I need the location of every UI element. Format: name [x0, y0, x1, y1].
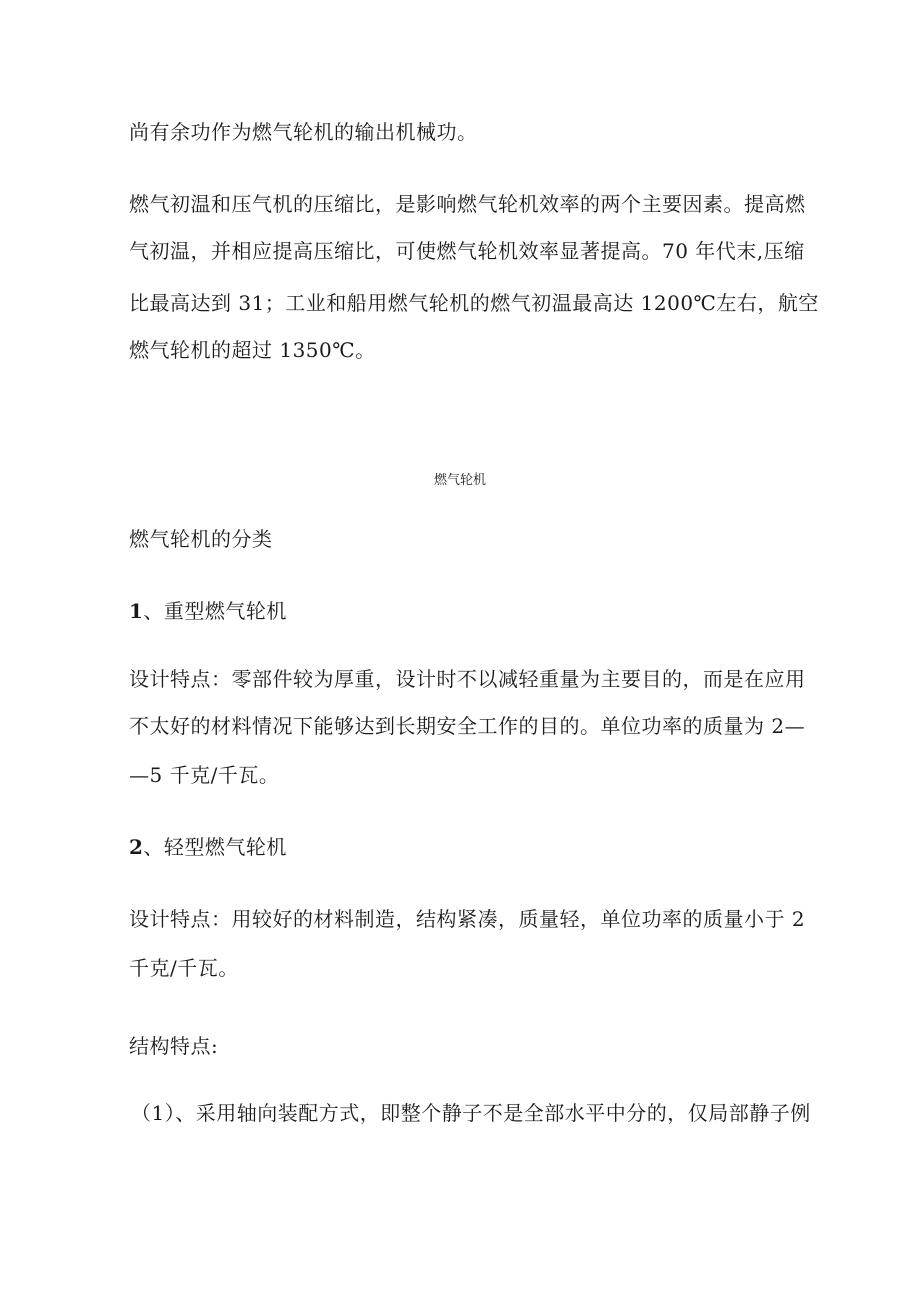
paragraph-1-line-1: 尚有余功作为燃气轮机的输出机械功。	[129, 120, 478, 144]
structure-item-1: （1）、采用轴向装配方式，即整个静子不是全部水平中分的，仅局部静子例	[131, 1101, 811, 1125]
light-desc-line-1: 设计特点：用较好的材料制造，结构紧凑，质量轻，单位功率的质量小于 2	[129, 907, 806, 931]
structure-label: 结构特点:	[129, 1034, 219, 1058]
heavy-desc-line-1: 设计特点：零部件较为厚重，设计时不以减轻重量为主要目的，而是在应用	[129, 667, 806, 691]
section-title: 燃气轮机的分类	[129, 527, 273, 551]
light-heading-number: 2	[129, 835, 144, 859]
figure-caption: 燃气轮机	[433, 473, 486, 488]
light-heading	[129, 834, 287, 860]
heavy-heading-title: 、重型燃气轮机	[143, 599, 287, 623]
heavy-heading	[129, 598, 287, 624]
paragraph-2-line-2: 气初温，并相应提高压缩比，可使燃气轮机效率显著提高。70 年代末,压缩	[129, 239, 805, 263]
heavy-heading-number: 1	[129, 599, 144, 623]
heavy-desc-line-2: 不太好的材料情况下能够达到长期安全工作的目的。单位功率的质量为 2—	[129, 714, 806, 738]
paragraph-2-line-1: 燃气初温和压气机的压缩比，是影响燃气轮机效率的两个主要因素。提高燃	[129, 192, 806, 216]
paragraph-2-line-3: 比最高达到 31；工业和船用燃气轮机的燃气初温最高达 1200℃左右，航空	[129, 291, 819, 315]
heavy-desc-line-3: —5 千克/千瓦。	[129, 763, 280, 787]
light-desc-line-2: 千克/千瓦。	[129, 956, 239, 980]
light-heading-title: 、轻型燃气轮机	[143, 835, 287, 859]
paragraph-2-line-4: 燃气轮机的超过 1350℃。	[129, 338, 376, 362]
